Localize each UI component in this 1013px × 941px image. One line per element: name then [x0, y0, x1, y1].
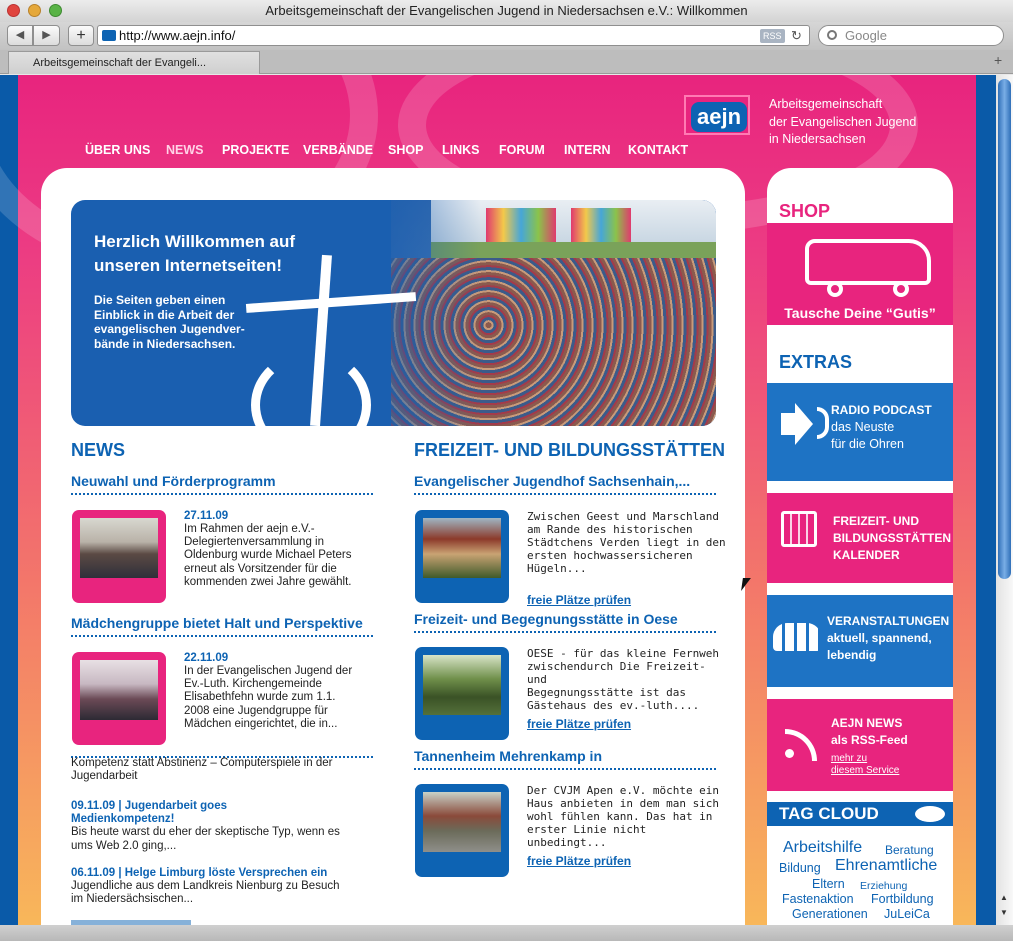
- webpage: [0, 75, 996, 925]
- nav-projekte[interactable]: PROJEKTE: [222, 143, 290, 157]
- address-bar[interactable]: [97, 25, 810, 46]
- freie-plaetze-link-3[interactable]: freie Plätze prüfen: [527, 854, 632, 868]
- news-list-item[interactable]: 06.11.09 | Helge Limburg löste Versprechen ein Jugendliche aus dem Landkreis Nienburg zu Besuch im Niedersächsischen...: [71, 867, 340, 906]
- tent-image: [571, 208, 631, 244]
- news-heading: NEWS: [71, 440, 125, 460]
- news-list-item[interactable]: 09.11.09 | Jugendarbeit goes Medienkompetenz! Bis heute warst du eher der skeptische Typ, wenn es ums Web 2.0 ging,...: [71, 800, 340, 852]
- back-arrow-icon: ◀: [15, 29, 25, 41]
- tag-link[interactable]: Bildung: [779, 861, 821, 875]
- news-photo: [80, 518, 158, 578]
- rss-label: AEJN NEWS als RSS-Feed: [831, 716, 908, 747]
- wheel-icon: [827, 281, 843, 297]
- news-date-1: 27.11.09: [184, 510, 229, 522]
- rss-dot: [785, 749, 794, 758]
- freizeit-heading: FREIZEIT- UND BILDUNGSSTÄTTEN: [414, 440, 725, 460]
- rss-feed-box[interactable]: [767, 699, 953, 791]
- reload-icon[interactable]: ↻: [791, 28, 802, 43]
- scroll-up-arrow-icon[interactable]: ▲: [1000, 893, 1008, 902]
- shop-title: SHOP: [779, 201, 831, 221]
- add-bookmark-button[interactable]: [68, 25, 94, 46]
- tab-bar: [0, 50, 1013, 74]
- news-date-2: 22.11.09: [184, 652, 229, 664]
- tag-link[interactable]: Arbeitshilfe: [783, 839, 863, 856]
- news-photo: [80, 660, 158, 720]
- tag-cloud-title: TAG CLOUD: [779, 804, 879, 823]
- sound-wave: [817, 407, 829, 439]
- search-icon: [827, 30, 837, 40]
- news-title-2[interactable]: Mädchengruppe bietet Halt und Perspektive: [71, 615, 373, 637]
- search-placeholder: Google: [845, 28, 887, 43]
- shop-banner-text: Tausche Deine “Gutis”: [784, 305, 936, 321]
- tag-link[interactable]: JuLeiCa: [884, 907, 930, 921]
- wheel-icon: [893, 281, 909, 297]
- freizeit-photo: [423, 792, 501, 852]
- logo-text: aejn: [691, 102, 747, 132]
- news-overlap-item: Kompetenz statt Abstinenz – Computerspiele in der Jugendarbeit: [71, 757, 333, 783]
- tag-link[interactable]: Ehrenamtliche: [835, 857, 938, 874]
- freizeit-title-3[interactable]: Tannenheim Mehrenkamp in: [414, 748, 716, 770]
- tag-link[interactable]: Eltern: [812, 877, 845, 891]
- scroll-down-arrow-icon[interactable]: ▼: [1000, 908, 1008, 917]
- freizeit-title-1[interactable]: Evangelischer Jugendhof Sachsenhain,...: [414, 473, 716, 495]
- bus-icon: [805, 239, 931, 285]
- url-text: http://www.aejn.info/: [119, 28, 236, 43]
- right-sidebar: [767, 168, 953, 925]
- welcome-banner: [71, 200, 716, 426]
- zoom-window-button[interactable]: [49, 4, 62, 17]
- rss-more-link[interactable]: mehr zu diesem Service: [831, 753, 900, 776]
- radio-podcast-box[interactable]: [767, 383, 953, 481]
- people-icon: [773, 623, 821, 651]
- tag-cloud-header: [767, 802, 953, 826]
- kalender-box[interactable]: [767, 493, 953, 583]
- veranstaltungen-box[interactable]: [767, 595, 953, 687]
- browser-toolbar: [0, 22, 1013, 50]
- freizeit-title-2[interactable]: Freizeit- und Begegnungsstätte in Oese: [414, 611, 716, 633]
- freie-plaetze-link-1[interactable]: freie Plätze prüfen: [527, 593, 632, 607]
- org-name-line: der Evangelischen Jugend: [769, 114, 917, 129]
- nav-news[interactable]: NEWS: [166, 143, 204, 157]
- vertical-scrollbar[interactable]: [996, 75, 1013, 925]
- org-name-line: Arbeitsgemeinschaft: [769, 97, 883, 111]
- close-window-button[interactable]: [7, 4, 20, 17]
- news-thumbnail-2[interactable]: [72, 652, 166, 745]
- search-field[interactable]: [818, 25, 1004, 46]
- main-content: [41, 168, 745, 925]
- freizeit-thumbnail-3[interactable]: [415, 784, 509, 877]
- tag-link[interactable]: Generationen: [792, 907, 868, 921]
- tag-link[interactable]: Fastenaktion: [782, 892, 854, 906]
- back-button[interactable]: [7, 25, 33, 46]
- nav-verbaende[interactable]: VERBÄNDE: [303, 143, 374, 157]
- title-bar: [0, 0, 1013, 22]
- speech-bubble-icon: [915, 806, 945, 822]
- news-thumbnail-1[interactable]: [72, 510, 166, 603]
- freizeit-photo: [423, 518, 501, 578]
- nav-ueber-uns[interactable]: ÜBER UNS: [85, 143, 151, 157]
- status-bar: [0, 925, 1013, 941]
- rss-badge[interactable]: RSS: [760, 29, 785, 43]
- radio-podcast-label: RADIO PODCAST das Neuste für die Ohren: [831, 403, 932, 451]
- shop-banner[interactable]: [767, 223, 953, 325]
- nav-forum[interactable]: FORUM: [499, 143, 545, 157]
- forward-button[interactable]: [33, 25, 60, 46]
- news-title-1[interactable]: Neuwahl und Förderprogramm: [71, 473, 373, 495]
- freizeit-teaser-1: Zwischen Geest und Marschland am Rande des historischen Städtchens Verden liegt in den ersten hochwassersicheren Hügeln...: [527, 510, 726, 575]
- freizeit-thumbnail-2[interactable]: [415, 647, 509, 740]
- org-name-line: in Niedersachsen: [769, 132, 866, 146]
- nav-intern[interactable]: INTERN: [564, 143, 611, 157]
- new-tab-button[interactable]: +: [994, 52, 1003, 68]
- calendar-icon: [781, 511, 817, 547]
- organization-name: [769, 96, 916, 149]
- hero-text: Die Seiten geben einen Einblick in die Arbeit der evangelischen Jugendver- bände in Niedersachsen.: [94, 293, 245, 351]
- scrollbar-thumb[interactable]: [998, 79, 1011, 579]
- freizeit-teaser-2: OESE - für das kleine Fernweh zwischendurch Die Freizeit- und Begegnungsstätte ist das Gästehaus des ev.-luth....: [527, 647, 720, 712]
- freizeit-thumbnail-1[interactable]: [415, 510, 509, 603]
- veranstaltungen-label: VERANSTALTUNGEN aktuell, spannend, lebendig: [827, 614, 950, 662]
- speaker-cone: [795, 403, 813, 445]
- nav-shop[interactable]: SHOP: [388, 143, 424, 157]
- tab-title: Arbeitsgemeinschaft der Evangeli...: [33, 57, 207, 69]
- plus-icon: +: [76, 27, 86, 44]
- tag-link[interactable]: Erziehung: [860, 880, 908, 892]
- nav-links[interactable]: LINKS: [442, 143, 480, 157]
- freizeit-photo: [423, 655, 501, 715]
- window-title: Arbeitsgemeinschaft der Evangelischen Jugend in Niedersachsen e.V.: Willkommen: [265, 3, 748, 18]
- forward-arrow-icon: ▶: [42, 29, 51, 41]
- extras-title: EXTRAS: [779, 352, 853, 372]
- tag-link[interactable]: Fortbildung: [871, 892, 934, 906]
- speaker-icon: [781, 413, 795, 435]
- tag-link[interactable]: Beratung: [885, 843, 934, 857]
- news-teaser-2: In der Evangelischen Jugend der Ev.-Luth. Kirchengemeinde Elisabethfehn wurde zum 1.1. 2008 eine Jugendgruppe für Mädchen eingerichtet, die in...: [184, 665, 353, 730]
- nav-kontakt[interactable]: KONTAKT: [628, 143, 689, 157]
- tent-image: [486, 208, 556, 244]
- hero-title: Herzlich Willkommen auf unseren Internetseiten!: [94, 232, 296, 275]
- aejn-logo[interactable]: [684, 95, 750, 135]
- news-teaser-1: Im Rahmen der aejn e.V.- Delegiertenversammlung in Oldenburg wurde Michael Peters erneut als Vorsitzender für die kommenden zwei Jahre gewählt.: [184, 523, 352, 588]
- tab-active[interactable]: [8, 51, 260, 74]
- freie-plaetze-link-2[interactable]: freie Plätze prüfen: [527, 717, 632, 731]
- freizeit-teaser-3: Der CVJM Apen e.V. möchte ein Haus anbieten in dem man sich wohl fühlen kann. Das hat in erster Linie nicht unbedingt...: [527, 784, 720, 849]
- minimize-window-button[interactable]: [28, 4, 41, 17]
- kalender-label: FREIZEIT- UND BILDUNGSSTÄTTEN KALENDER: [833, 514, 951, 562]
- site-favicon-icon: [102, 30, 116, 41]
